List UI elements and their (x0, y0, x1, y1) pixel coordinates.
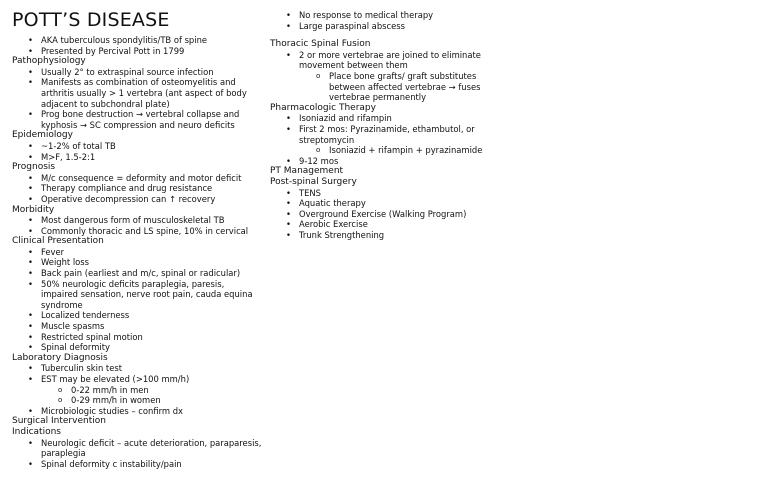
lab-item: • Microbiologic studies – confirm dx (12, 406, 262, 417)
postspinal-item: • Aerobic Exercise (270, 219, 510, 230)
pathophysiology-list (12, 67, 262, 131)
postspinal-heading: Post-spinal Surgery (270, 176, 357, 187)
right-column (270, 10, 510, 240)
prognosis-heading: Prognosis (12, 162, 56, 173)
intro-item: • Presented by Percival Pott in 1799 (12, 46, 262, 57)
pharm-item: • 9-12 mos (270, 156, 510, 167)
clinical-item: • Weight loss (12, 257, 262, 268)
prognosis-item: • Operative decompression can ↑ recovery (12, 194, 262, 205)
pathophysiology-item: • Prog bone destruction → vertebral collapse and kyphosis → SC compression and neuro deficits (12, 109, 262, 130)
postspinal-item: • Overground Exercise (Walking Program) (270, 209, 510, 220)
indications-list (12, 438, 262, 470)
indications-item: • Spinal deformity c instability/pain (12, 459, 262, 470)
lab-list (12, 363, 262, 416)
prognosis-item: • Therapy compliance and drug resistance (12, 183, 262, 194)
indications-item: • Neurologic deficit – acute deterioration, paraparesis, paraplegia (12, 438, 262, 459)
indications-heading: Indications (12, 426, 61, 437)
clinical-item: • Fever (12, 247, 262, 258)
clinical-item: • Restricted spinal motion (12, 332, 262, 343)
epidemiology-list (12, 141, 262, 162)
postspinal-item: • Aquatic therapy (270, 198, 510, 209)
epidemiology-item: • M>F, 1.5-2:1 (12, 152, 262, 163)
clinical-item: • Localized tenderness (12, 310, 262, 321)
pharm-heading: Pharmacologic Therapy (270, 102, 376, 113)
morbidity-item: • Commonly thoracic and LS spine, 10% in cervical (12, 226, 262, 237)
pharm-item: • Isoniazid and rifampin (270, 113, 510, 124)
indications-item: • No response to medical therapy (270, 10, 510, 21)
left-column (12, 8, 262, 469)
epidemiology-item: • ~1-2% of total TB (12, 141, 262, 152)
postspinal-item: • Trunk Strengthening (270, 230, 510, 241)
surgical-heading: Surgical Intervention (12, 416, 106, 427)
postspinal-item: • TENS (270, 188, 510, 199)
morbidity-item: • Most dangerous form of musculoskeletal TB (12, 215, 262, 226)
morbidity-list (12, 215, 262, 236)
document-title: POTT’S DISEASE (12, 9, 170, 31)
intro-item: • AKA tuberculous spondylitis/TB of spine (12, 35, 262, 46)
fusion-item: • 2 or more vertebrae are joined to eliminate movement between them (270, 50, 510, 71)
indications-list-continued (270, 10, 510, 31)
lab-subitem: o 0-22 mm/h in men (12, 385, 262, 396)
prognosis-list (12, 173, 262, 205)
clinical-list (12, 247, 262, 353)
lab-item: • EST may be elevated (>100 mm/h) (12, 374, 262, 385)
indications-item: • Large paraspinal abscess (270, 21, 510, 32)
morbidity-heading: Morbidity (12, 204, 55, 215)
lab-subitem: o 0-29 mm/h in women (12, 395, 262, 406)
clinical-item: • Muscle spasms (12, 321, 262, 332)
postspinal-list (270, 188, 510, 241)
epidemiology-heading: Epidemiology (12, 130, 73, 141)
fusion-heading: Thoracic Spinal Fusion (270, 39, 371, 50)
fusion-list (270, 50, 510, 103)
fusion-subitem: o Place bone grafts/ graft substitutes between affected vertebrae → fuses vertebrae permanently (270, 71, 510, 103)
pharm-subitem: o Isoniazid + rifampin + pyrazinamide (270, 145, 510, 156)
clinical-item: • 50% neurologic deficits paraplegia, paresis, impaired sensation, nerve root pain, cauda equina syndrome (12, 279, 262, 311)
clinical-item: • Spinal deformity (12, 342, 262, 353)
pathophysiology-item: • Manifests as combination of osteomyelitis and arthritis usually > 1 vertebra (ant aspect of body adjacent to subchondral plate) (12, 77, 262, 109)
pharm-list (270, 113, 510, 166)
lab-item: • Tuberculin skin test (12, 363, 262, 374)
pharm-item: • First 2 mos: Pyrazinamide, ethambutol, or streptomycin (270, 124, 510, 145)
lab-heading: Laboratory Diagnosis (12, 352, 108, 363)
pathophysiology-heading: Pathophysiology (12, 56, 86, 67)
prognosis-item: • M/c consequence = deformity and motor deficit (12, 173, 262, 184)
pt-heading: PT Management (270, 166, 344, 177)
pathophysiology-item: • Usually 2° to extraspinal source infection (12, 67, 262, 78)
intro-list (12, 35, 262, 56)
clinical-item: • Back pain (earliest and m/c, spinal or radicular) (12, 268, 262, 279)
clinical-heading: Clinical Presentation (12, 236, 104, 247)
